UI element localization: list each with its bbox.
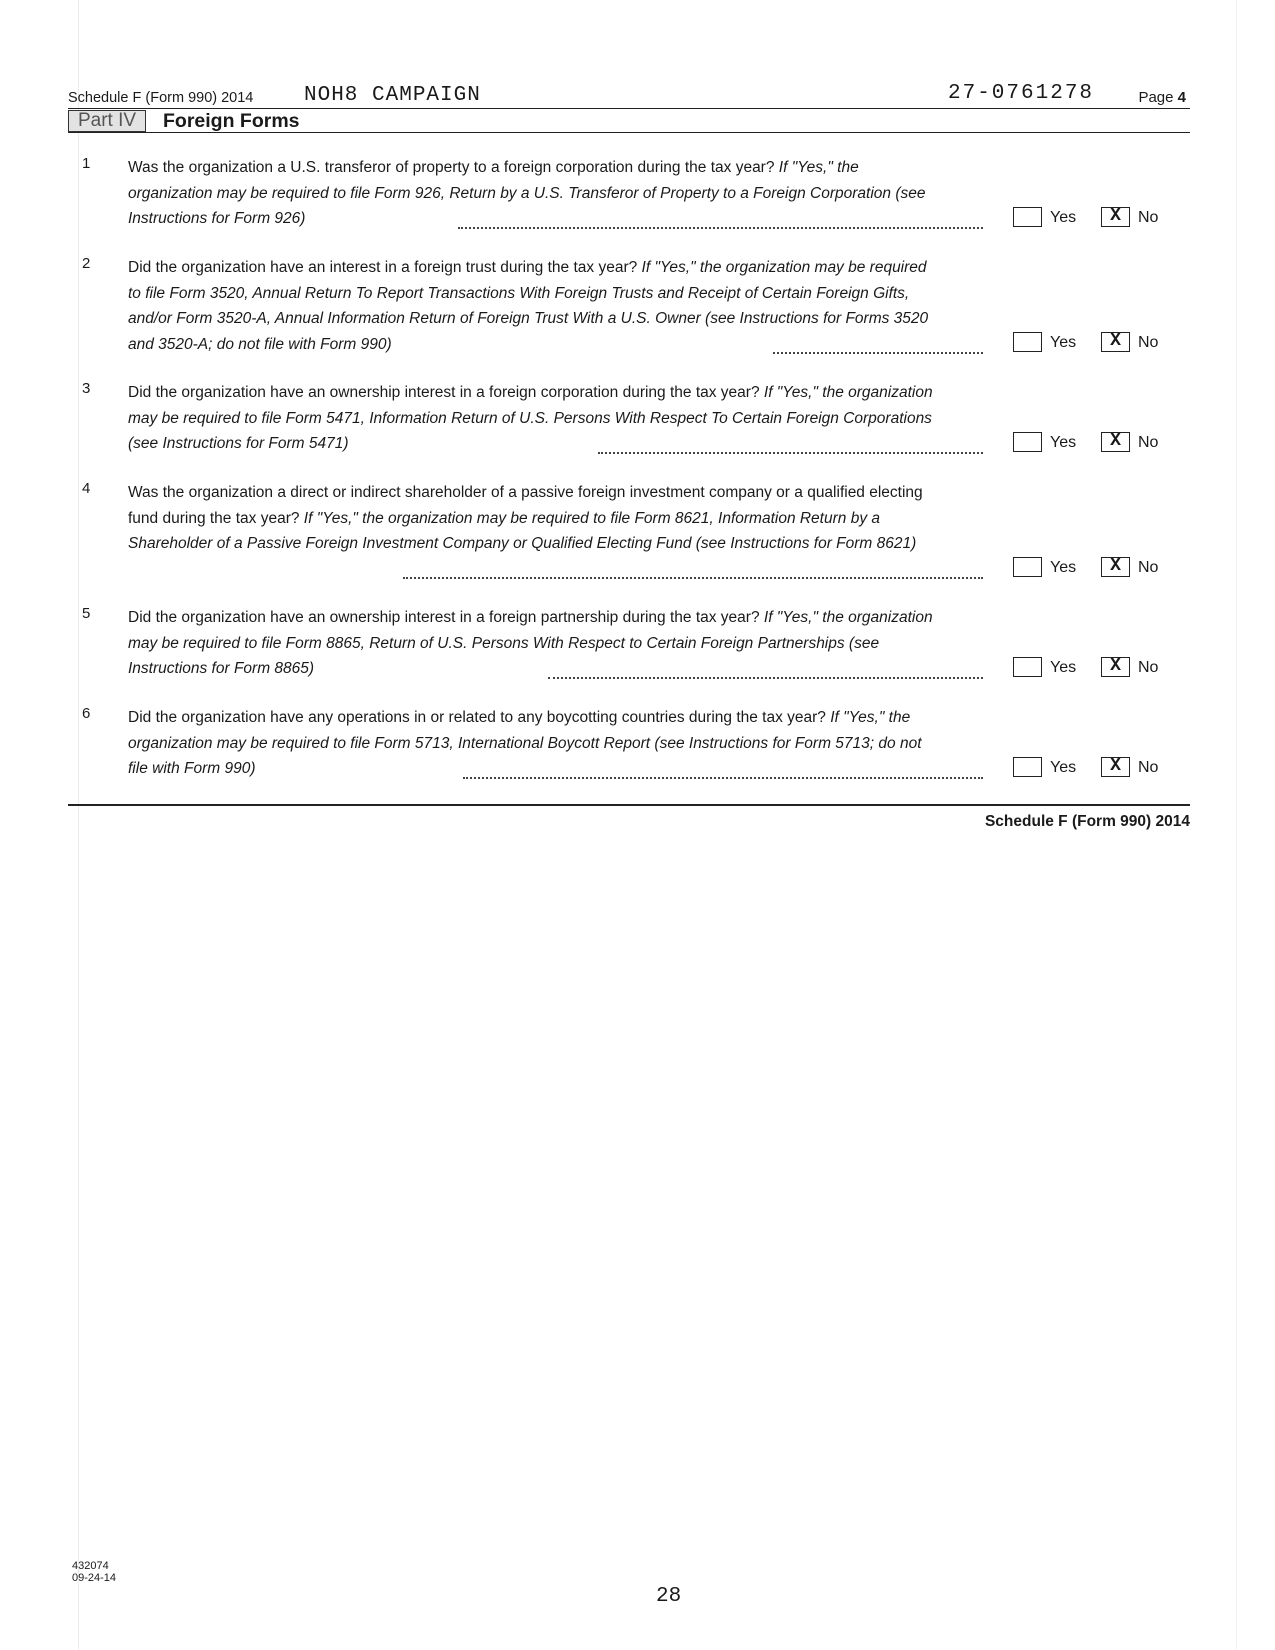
page-word: Page: [1138, 89, 1174, 106]
question-number: 3: [82, 380, 91, 397]
form-code-number: 432074: [72, 1560, 109, 1572]
employer-id-number: 27-0761278: [948, 82, 1095, 105]
schedule-title: Schedule F (Form 990) 2014: [68, 90, 254, 106]
yes-checkbox[interactable]: [1013, 432, 1042, 452]
yes-label: Yes: [1050, 759, 1077, 776]
question-instructions: If "Yes," the organization may be required to file Form 8865, Return of U.S. Persons With Respect to Certain Foreign Partnerships (see Instructions for Form 8865): [128, 609, 933, 677]
question-number: 4: [82, 480, 91, 497]
leader-dots: [548, 675, 983, 679]
organization-name: NOH8 CAMPAIGN: [304, 84, 481, 107]
question-number: 1: [82, 155, 91, 172]
page-edge: [1236, 0, 1237, 1650]
yes-checkbox[interactable]: [1013, 207, 1042, 227]
question-number: 6: [82, 705, 91, 722]
leader-dots: [403, 575, 983, 579]
question-text: [128, 255, 938, 357]
no-checkbox[interactable]: X: [1101, 657, 1130, 677]
leader-dots: [773, 350, 983, 354]
yes-label: Yes: [1050, 659, 1077, 676]
leader-dots: [458, 225, 983, 229]
question-text: [128, 605, 938, 682]
form-code-date: 09-24-14: [72, 1572, 117, 1584]
question-text: [128, 705, 938, 782]
question-text: [128, 380, 938, 457]
page-edge: [78, 0, 79, 1650]
yes-checkbox[interactable]: [1013, 557, 1042, 577]
no-label: No: [1138, 659, 1159, 676]
part-title: Foreign Forms: [163, 110, 300, 132]
page-label: [1138, 89, 1186, 106]
question-number: 2: [82, 255, 91, 272]
page-indicator: 4: [1177, 89, 1186, 106]
leader-dots: [598, 450, 983, 454]
yes-label: Yes: [1050, 209, 1077, 226]
no-checkbox[interactable]: X: [1101, 207, 1130, 227]
question-text: [128, 155, 938, 232]
no-label: No: [1138, 434, 1159, 451]
question-instructions: If "Yes," the organization may be required to file Form 8621, Information Return by a Shareholder of a Passive Foreign Investment Company or Qualified Electing Fund (see Instructions for Form 8621): [128, 509, 917, 552]
question-instructions: If "Yes," the organization may be required to file Form 5471, Information Return of U.S. Persons With Respect To Certain Foreign Corporations (see Instructions for Form 5471): [128, 384, 933, 452]
question-instructions: If "Yes," the organization may be required to file Form 5713, International Boycott Report (see Instructions for Form 5713; do not file with Form 990): [128, 709, 922, 777]
yes-label: Yes: [1050, 334, 1077, 351]
page-header: [68, 84, 1190, 109]
page-number: 28: [656, 1585, 682, 1608]
no-checkbox[interactable]: X: [1101, 757, 1130, 777]
form-code: [72, 1560, 116, 1584]
question-main: Was the organization a U.S. transferor of property to a foreign corporation during the tax year?: [128, 159, 779, 176]
no-label: No: [1138, 334, 1159, 351]
yes-checkbox[interactable]: [1013, 657, 1042, 677]
no-label: No: [1138, 559, 1159, 576]
question-main: Did the organization have any operations in or related to any boycotting countries during the tax year?: [128, 709, 831, 726]
yes-checkbox[interactable]: [1013, 332, 1042, 352]
yes-label: Yes: [1050, 559, 1077, 576]
question-number: 5: [82, 605, 91, 622]
question-main: Did the organization have an interest in a foreign trust during the tax year?: [128, 259, 642, 276]
footer-schedule-title: Schedule F (Form 990) 2014: [984, 813, 1190, 830]
no-label: No: [1138, 759, 1159, 776]
question-text: [128, 480, 938, 557]
no-checkbox[interactable]: X: [1101, 557, 1130, 577]
no-label: No: [1138, 209, 1159, 226]
footer-divider: [68, 804, 1190, 806]
question-main: Was the organization a direct or indirect shareholder of a passive foreign investment company or a qualified electing fund during the tax year?: [128, 484, 923, 527]
yes-label: Yes: [1050, 434, 1077, 451]
no-checkbox[interactable]: X: [1101, 432, 1130, 452]
question-main: Did the organization have an ownership interest in a foreign partnership during the tax year?: [128, 609, 764, 626]
part-label: Part IV: [68, 110, 146, 132]
question-main: Did the organization have an ownership interest in a foreign corporation during the tax year?: [128, 384, 764, 401]
leader-dots: [463, 775, 983, 779]
question-instructions: If "Yes," the organization may be required to file Form 926, Return by a U.S. Transferor of Property to a Foreign Corporation (see Instructions for Form 926): [128, 159, 926, 227]
yes-checkbox[interactable]: [1013, 757, 1042, 777]
question-instructions: If "Yes," the organization may be required to file Form 3520, Annual Return To Report Transactions With Foreign Trusts and Receipt of Certain Foreign Gifts, and/or Form 3520-A, Annual Information Return of Foreign Trust With a U.S. Owner (see Instructions for Forms 3520 and 3520-A; do not file with Form 990): [128, 259, 929, 353]
part-heading: [68, 110, 1190, 133]
no-checkbox[interactable]: X: [1101, 332, 1130, 352]
